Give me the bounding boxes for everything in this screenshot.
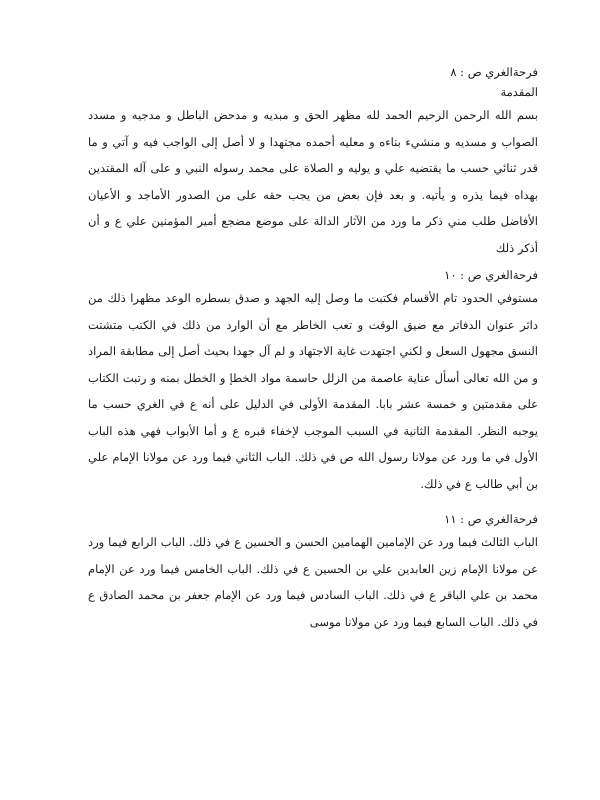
- paragraph-contents: مستوفي الحدود تام الأقسام فكتبت ما وصل إليه الجهد و صدق بسطره الوعد مظهرا ذلك من داثر عنوان الدفاتر مع ضيق الوقت و تعب الخاطر مع أن الوارد من ذلك في الكتب متشتت النسق مجهول السعل و لكني اجتهدت غاية الاجتهاد و لم آل جهدا بحيث أصل إلى مطابقة المراد و من الله تعالى أسأل عناية عاصمة من الزلل حاسمة مواد الخطإ و الخطل بمنه و رتبت الكتاب على مقدمتين و خمسة عشر بابا. المقدمة الأولى في الدليل على أنه ع في الغري حسب ما يوجبه النظر. المقدمة الثانية في السبب الموجب لإخفاء قبره ع و أما الأبواب فهي هذه الباب الأول في ما ورد عن مولانا رسول الله ص في ذلك. الباب الثاني فيما ورد عن مولانا الإمام علي بن أبي طالب ع في ذلك.: [88, 291, 538, 491]
- document-page: [88, 62, 538, 635]
- page-reference-11: فرحة‌الغري ص : ١١: [444, 512, 538, 526]
- paragraph-opening: بسم الله الرحمن الرحيم الحمد لله مظهر الحق و مبديه و مدحض الباطل و مدجيه و مسدد الصواب و مسديه و منشيء بناءه و معليه أحمده مجتهدا و لا أصل إلى الواجب فيه و آتي و ما قدر ثنائي حسب ما يقتضيه علي و يوليه و الصلاة على محمد رسوله النبي و على آله المقتدين بهداه فيما يذره و يأتيه. و بعد فإن بعض من يجب حقه على من الصدور الأماجد و الأعيان الأفاضل طلب مني ذكر ما ورد من الآثار الدالة على موضع مضجع أمير المؤمنين علي ع و أن أذكر ذلك: [88, 108, 538, 255]
- paragraph-chapters: الباب الثالث فيما ورد عن الإمامين الهمامين الحسن و الحسين ع في ذلك. الباب الرابع فيما ورد عن مولانا الإمام زين العابدين علي بن الحسين ع في ذلك. الباب الخامس فيما ورد عن الإمام محمد بن علي الباقر ع في ذلك. الباب السادس فيما ورد عن الإمام جعفر بن محمد الصادق ع في ذلك. الباب السابع فيما ورد عن مولانا موسى: [88, 535, 538, 629]
- page-reference-8: فرحة‌الغري ص : ٨: [450, 65, 538, 79]
- page-reference-10: فرحة‌الغري ص : ١٠: [444, 268, 538, 282]
- intro-title: المقدمة: [500, 85, 538, 99]
